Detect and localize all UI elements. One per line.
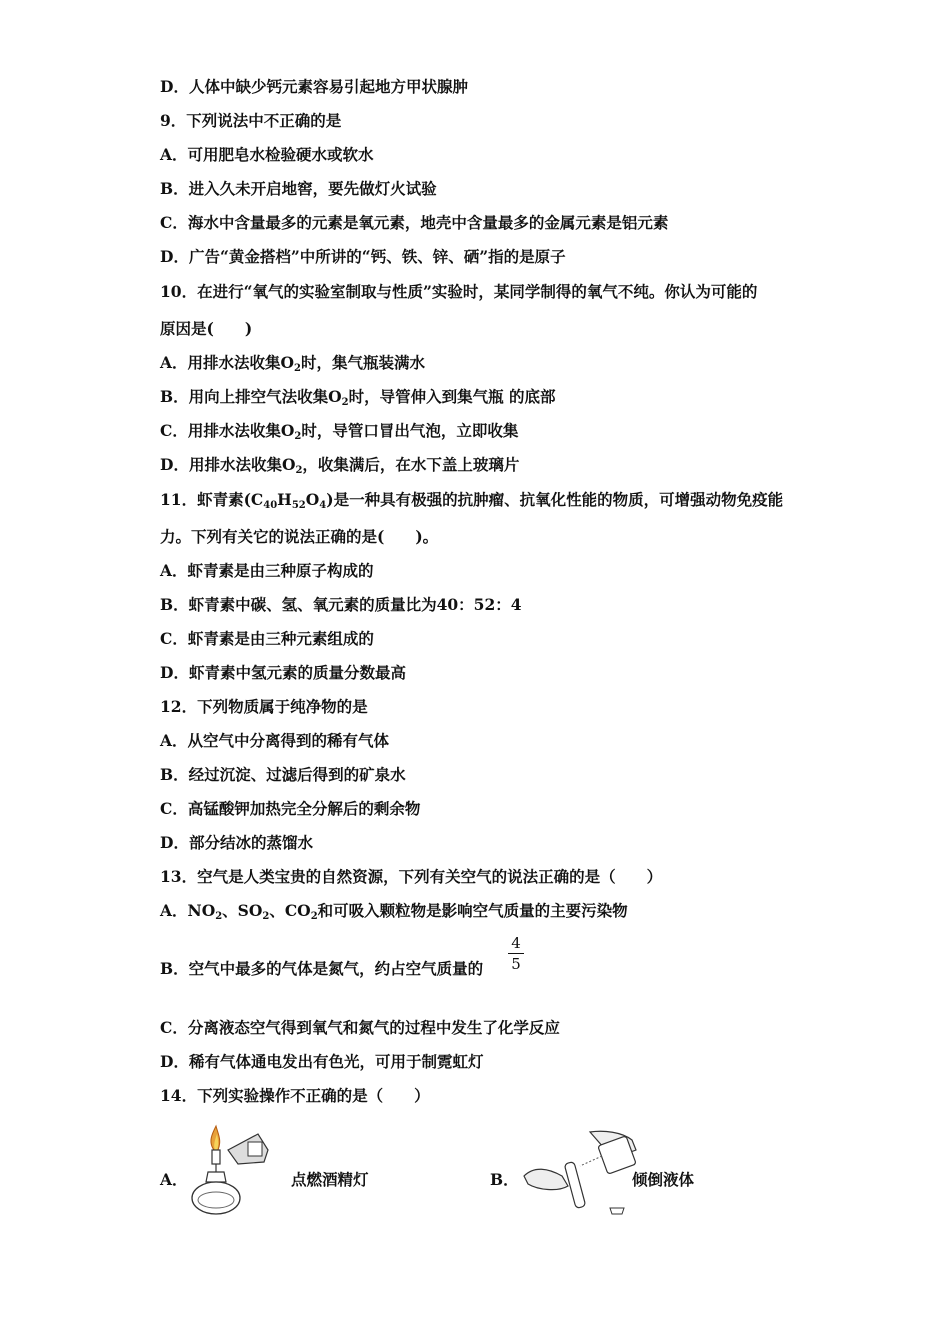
q14-option-b-text: 倾倒液体 [632, 1170, 695, 1189]
q9-option-a: A．可用肥皂水检验硬水或软水 [160, 145, 374, 164]
q10-option-a: A．用排水法收集$O_2$时，集气瓶装满水 [160, 353, 426, 374]
q13-option-b: B．空气中最多的气体是氮气，约占空气质量的 [160, 959, 484, 978]
q10-stem-line1: 10．在进行“氧气的实验室制取与性质”实验时，某同学制得的氧气不纯。你认为可能的 [160, 282, 758, 301]
line-d-iodine: D．人体中缺少钙元素容易引起地方甲状腺肿 [160, 77, 468, 96]
fraction-bar [508, 953, 524, 954]
q12-option-c: C．高锰酸钾加热完全分解后的剩余物 [160, 799, 421, 818]
q9-option-d: D．广告“黄金搭档”中所讲的“钙、铁、锌、硒”指的是原子 [160, 247, 566, 266]
q11-option-d: D．虾青素中氢元素的质量分数最高 [160, 663, 406, 682]
q14-option-a-label: A． [160, 1170, 188, 1189]
q12-option-d: D．部分结冰的蒸馏水 [160, 833, 313, 852]
q12-option-a: A．从空气中分离得到的稀有气体 [160, 731, 390, 750]
fraction-denominator: 5 [511, 955, 521, 973]
q10-option-b: B．用向上排空气法收集$O_2$时，导管伸入到集气瓶 的底部 [160, 387, 556, 408]
q13-stem: 13．空气是人类宝贵的自然资源，下列有关空气的说法正确的是（ ） [160, 867, 663, 886]
q11-option-b: B．虾青素中碳、氢、氧元素的质量比为40：52：4 [160, 595, 522, 614]
q12-stem: 12．下列物质属于纯净物的是 [160, 697, 368, 716]
q13-option-c: C．分离液态空气得到氧气和氮气的过程中发生了化学反应 [160, 1018, 560, 1037]
alcohol-lamp-figure [188, 1120, 270, 1220]
q11-stem-line2: 力。下列有关它的说法正确的是( )。 [160, 527, 439, 546]
q10-option-d: D．用排水法收集$O_2$，收集满后，在水下盖上玻璃片 [160, 455, 520, 476]
q14-option-b-label: B． [490, 1170, 519, 1189]
q13-option-d: D．稀有气体通电发出有色光，可用于制霓虹灯 [160, 1052, 484, 1071]
q11-option-a: A．虾青素是由三种原子构成的 [160, 561, 374, 580]
q10-option-c: C．用排水法收集$O_2$时，导管口冒出气泡，立即收集 [160, 421, 519, 442]
q10-stem-line2: 原因是( ) [160, 319, 253, 338]
q9-option-b: B．进入久未开启地窖，要先做灯火试验 [160, 179, 437, 198]
q9-option-c: C．海水中含量最多的元素是氧元素，地壳中含量最多的金属元素是铝元素 [160, 213, 669, 232]
q11-stem-line1: 11．虾青素$(C_{40}H_{52}O_4)$是一种具有极强的抗肿瘤、抗氧化性能的物质，可增强动物免疫能 [160, 490, 784, 511]
q11-option-c: C．虾青素是由三种元素组成的 [160, 629, 374, 648]
q14-stem: 14．下列实验操作不正确的是（ ） [160, 1086, 430, 1105]
q13-option-a: A．$NO_2$、$SO_2$、$CO_2$和可吸入颗粒物是影响空气质量的主要污染物 [160, 901, 628, 922]
q9-stem: 9．下列说法中不正确的是 [160, 111, 342, 130]
fraction-numerator: 4 [511, 934, 521, 952]
q12-option-b: B．经过沉淀、过滤后得到的矿泉水 [160, 765, 406, 784]
fraction-four-fifths [508, 934, 524, 973]
pouring-liquid-figure [518, 1126, 646, 1218]
q14-option-a-text: 点燃酒精灯 [291, 1170, 369, 1189]
